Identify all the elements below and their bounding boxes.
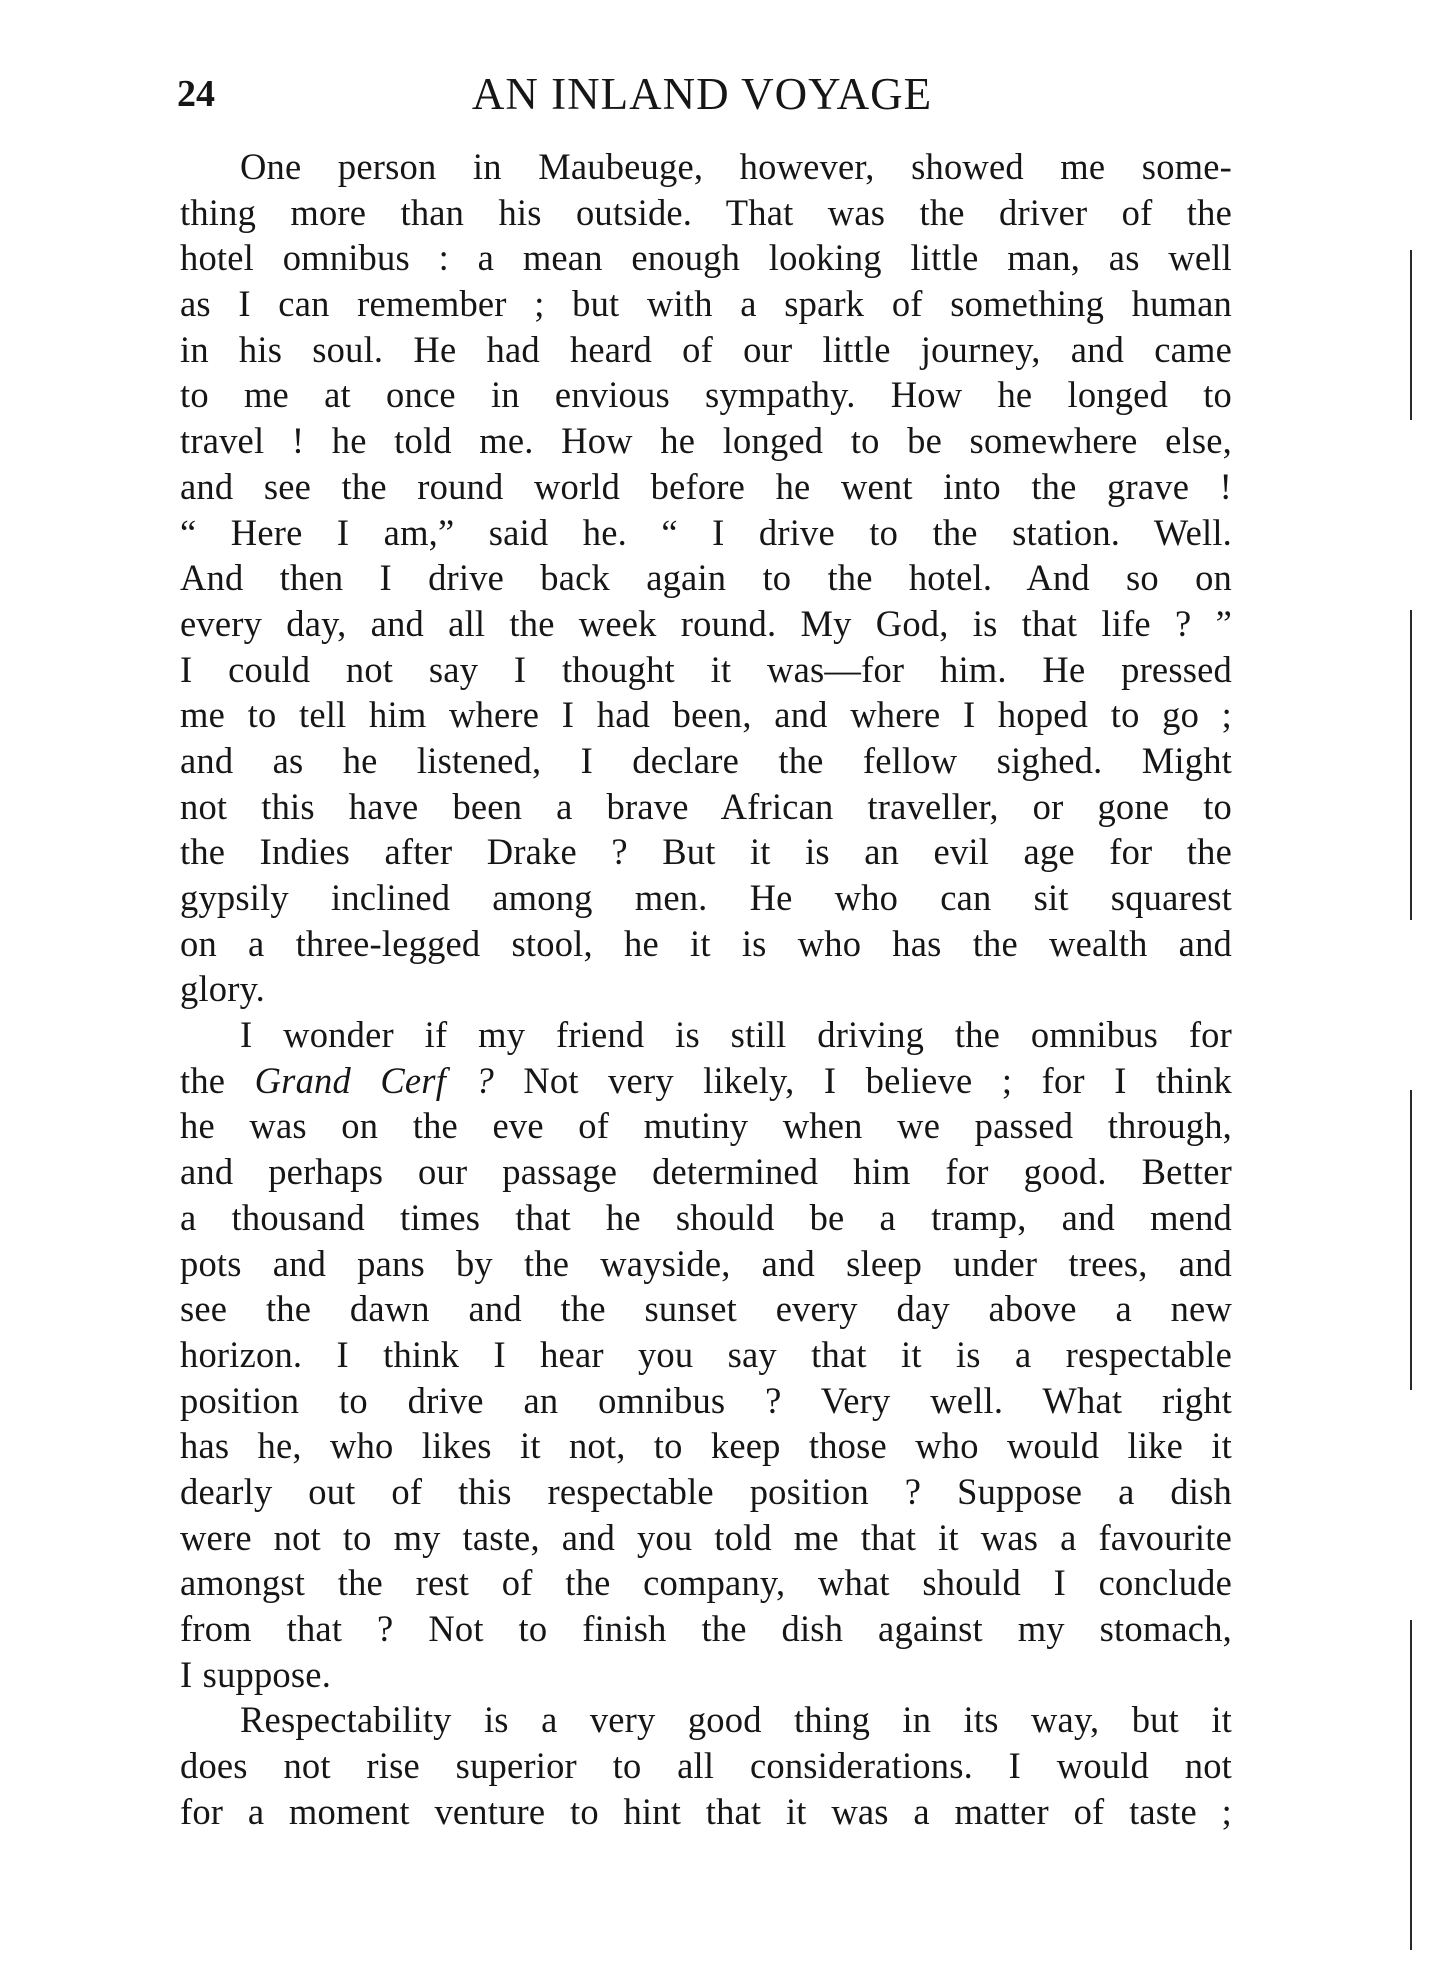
text-line: I wonder if my friend is still driving the omnibus for bbox=[240, 1014, 1232, 1056]
text-line: thing more than his outside. That was the driver of the bbox=[180, 191, 1232, 233]
text-line: glory. bbox=[180, 968, 266, 1010]
text-line: I suppose. bbox=[180, 1653, 332, 1695]
text-line: see the dawn and the sunset every day above a new bbox=[180, 1288, 1232, 1330]
text-fragment: Not very likely, I believe ; for I think bbox=[493, 1059, 1232, 1101]
text-line: and perhaps our passage determined him for good. Better bbox=[180, 1151, 1232, 1193]
scan-edge-mark bbox=[1410, 1090, 1412, 1390]
body-text bbox=[180, 144, 1232, 1834]
text-line: pots and pans by the wayside, and sleep under trees, and bbox=[180, 1242, 1232, 1284]
text-line: “ Here I am,” said he. “ I drive to the station. Well. bbox=[180, 511, 1232, 553]
scan-edge-mark bbox=[1410, 250, 1412, 420]
text-line: and see the round world before he went into the grave ! bbox=[180, 465, 1232, 507]
text-line: on a three-legged stool, he it is who has the wealth and bbox=[180, 922, 1232, 964]
text-line: for a moment venture to hint that it was a matter of taste ; bbox=[180, 1790, 1232, 1832]
text-line: hotel omnibus : a mean enough looking little man, as well bbox=[180, 237, 1232, 279]
text-line: from that ? Not to finish the dish against my stomach, bbox=[180, 1608, 1232, 1649]
text-fragment: the bbox=[180, 1059, 255, 1101]
page-number: 24 bbox=[177, 73, 215, 115]
text-line-with-italic bbox=[180, 1058, 1232, 1104]
scan-edge-mark bbox=[1410, 610, 1412, 920]
text-line: position to drive an omnibus ? Very well. What right bbox=[180, 1379, 1232, 1421]
text-line: I could not say I thought it was—for him. He pressed bbox=[180, 648, 1232, 690]
text-line: horizon. I think I hear you say that it is a respectable bbox=[180, 1333, 1232, 1375]
text-line: he was on the eve of mutiny when we passed through, bbox=[180, 1105, 1232, 1147]
text-line: amongst the rest of the company, what should I conclude bbox=[180, 1562, 1232, 1604]
running-title: AN INLAND VOYAGE bbox=[471, 69, 933, 119]
text-line: were not to my taste, and you told me that it was a favourite bbox=[180, 1516, 1232, 1558]
text-line: every day, and all the week round. My God, is that life ? ” bbox=[180, 602, 1232, 644]
text-line: dearly out of this respectable position ? Suppose a dish bbox=[180, 1470, 1232, 1512]
text-line: travel ! he told me. How he longed to be somewhere else, bbox=[180, 420, 1232, 462]
text-line: me to tell him where I had been, and where I hoped to go ; bbox=[180, 694, 1232, 736]
text-line: does not rise superior to all considerations. I would not bbox=[180, 1745, 1232, 1787]
text-line: in his soul. He had heard of our little journey, and came bbox=[180, 328, 1232, 370]
page-header bbox=[177, 64, 1227, 124]
text-line: the Indies after Drake ? But it is an evil age for the bbox=[180, 831, 1232, 873]
scan-edge-mark bbox=[1410, 1620, 1412, 1950]
text-line: to me at once in envious sympathy. How he longed to bbox=[180, 374, 1232, 416]
text-line: gypsily inclined among men. He who can sit squarest bbox=[180, 877, 1232, 918]
text-line: And then I drive back again to the hotel. And so on bbox=[180, 557, 1232, 599]
text-line: a thousand times that he should be a tramp, and mend bbox=[180, 1196, 1232, 1238]
text-line: has he, who likes it not, to keep those who would like it bbox=[180, 1425, 1232, 1467]
text-line: not this have been a brave African traveller, or gone to bbox=[180, 785, 1232, 827]
text-line: as I can remember ; but with a spark of something human bbox=[180, 283, 1232, 325]
text-line: Respectability is a very good thing in its way, but it bbox=[240, 1699, 1232, 1741]
italic-hotel-name: Grand Cerf ? bbox=[254, 1059, 494, 1101]
text-line: and as he listened, I declare the fellow sighed. Might bbox=[180, 739, 1232, 781]
text-line: One person in Maubeuge, however, showed me some- bbox=[240, 146, 1232, 187]
